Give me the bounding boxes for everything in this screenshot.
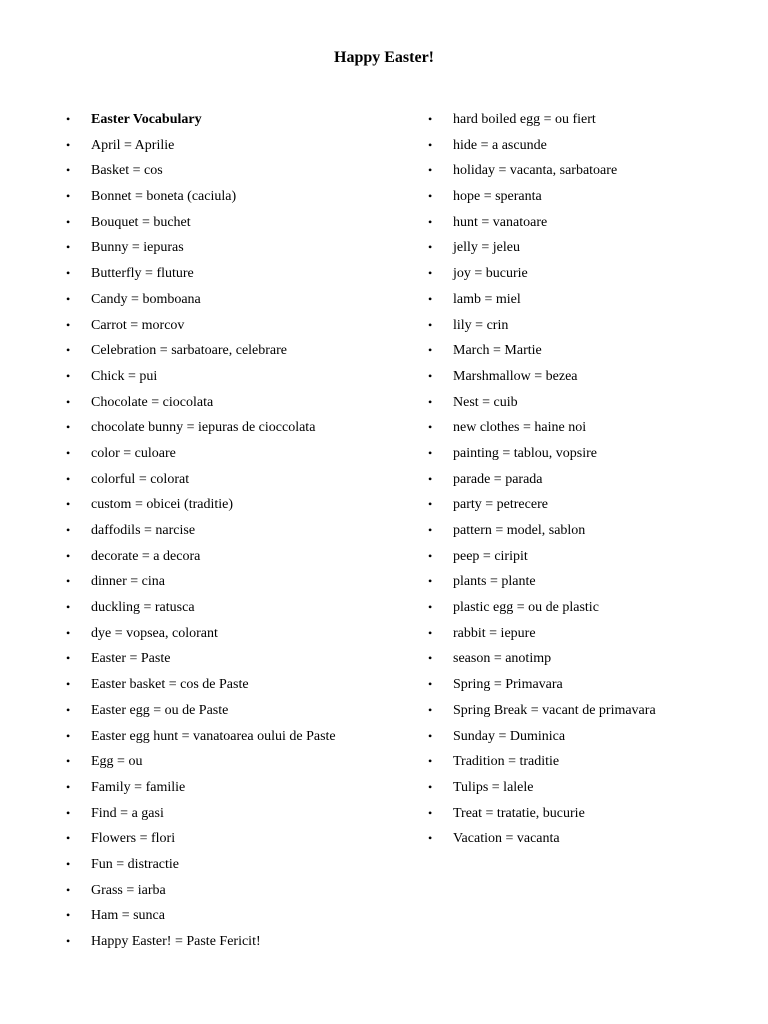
vocabulary-entry-text: plastic egg = ou de plastic [453,600,599,616]
vocabulary-entry-text: holiday = vacanta, sarbatoare [453,163,618,179]
vocabulary-list-item [428,775,758,801]
bullet-icon: • [428,779,433,794]
vocabulary-list-item [428,467,758,493]
vocabulary-entry-text: peep = ciripit [453,548,528,564]
bullet-icon: • [66,137,71,152]
bullet-icon: • [66,548,71,563]
vocabulary-list-item [66,749,406,775]
bullet-icon: • [428,625,433,640]
vocabulary-list-item [428,287,758,313]
bullet-icon: • [428,317,433,332]
vocabulary-list-item [66,133,406,159]
vocabulary-list-item [66,467,406,493]
vocabulary-list-item [66,852,406,878]
vocabulary-entry-text: rabbit = iepure [453,625,536,641]
bullet-icon: • [66,677,71,692]
vocabulary-list-item [66,646,406,672]
vocabulary-entry-text: Flowers = flori [91,831,176,847]
vocabulary-entry-text: March = Martie [453,343,542,359]
bullet-icon: • [428,394,433,409]
page-title: Happy Easter! [334,49,434,66]
bullet-icon: • [66,779,71,794]
bullet-icon: • [66,856,71,871]
vocabulary-entry-text: Grass = iarba [91,882,166,898]
vocabulary-list-item [66,801,406,827]
bullet-icon: • [66,112,71,126]
vocabulary-entry-text: Carrot = morcov [91,317,185,333]
vocabulary-list-item [66,621,406,647]
vocabulary-list-item [66,158,406,184]
bullet-icon: • [428,702,433,717]
bullet-icon: • [428,189,433,204]
vocabulary-entry-text: Celebration = sarbatoare, celebrare [91,343,288,359]
vocabulary-entry-text: dinner = cina [91,574,165,590]
vocabulary-entry-text: April = Aprilie [91,137,175,153]
vocabulary-list-item [428,390,758,416]
vocabulary-list-item [428,801,758,827]
vocabulary-entry-text: jelly = jeleu [453,240,520,256]
vocabulary-list-item [66,492,406,518]
vocabulary-entry-text: Easter egg = ou de Paste [91,702,229,718]
bullet-icon: • [428,214,433,229]
vocabulary-entry-text: season = anotimp [453,651,552,667]
vocabulary-entry-text: Easter basket = cos de Paste [91,677,249,693]
vocabulary-list-item [428,133,758,159]
bullet-icon: • [66,831,71,846]
bullet-icon: • [428,368,433,383]
bullet-icon: • [428,677,433,692]
vocabulary-entry-text: Easter egg hunt = vanatoarea oului de Paste [91,728,336,744]
vocabulary-list-item [428,492,758,518]
vocabulary-entry-text: Chick = pui [91,368,158,384]
vocabulary-list-item [66,544,406,570]
bullet-icon: • [66,497,71,512]
bullet-icon: • [66,420,71,435]
bullet-icon: • [66,368,71,383]
vocabulary-list-item [428,749,758,775]
vocabulary-entry-text: hide = a ascunde [453,137,547,153]
vocabulary-entry-text: daffodils = narcise [91,523,196,538]
vocabulary-list-item [428,724,758,750]
vocabulary-entry-text: dye = vopsea, colorant [91,625,218,641]
vocabulary-entry-text: Happy Easter! = Paste Fericit! [91,934,261,949]
bullet-icon: • [428,137,433,152]
bullet-icon: • [66,214,71,229]
bullet-icon: • [428,805,433,820]
bullet-icon: • [66,523,71,537]
vocabulary-entry-text: Bouquet = buchet [91,214,191,230]
bullet-icon: • [66,394,71,409]
vocabulary-list-item [66,415,406,441]
vocabulary-entry-text: Spring Break = vacant de primavara [453,702,656,718]
bullet-icon: • [428,343,433,358]
bullet-icon: • [428,831,433,846]
bullet-icon: • [428,240,433,255]
vocabulary-list-item [66,261,406,287]
bullet-icon: • [428,651,433,666]
vocabulary-list-item [66,878,406,904]
vocabulary-list-item [66,724,406,750]
vocabulary-entry-text: Vacation = vacanta [453,831,560,847]
vocabulary-list-item [66,775,406,801]
bullet-icon: • [66,934,71,948]
vocabulary-entry-text: Candy = bomboana [91,291,201,307]
vocabulary-entry-text: pattern = model, sablon [453,523,586,538]
vocabulary-list-item [66,338,406,364]
vocabulary-list-item [428,235,758,261]
vocabulary-entry-text: Ham = sunca [91,908,165,924]
vocabulary-list-item [428,621,758,647]
vocabulary-entry-text: Treat = tratatie, bucurie [453,805,585,821]
vocabulary-list-item [66,184,406,210]
bullet-icon: • [428,754,433,769]
vocabulary-list-item [66,698,406,724]
vocabulary-entry-text: colorful = colorat [91,471,190,487]
vocabulary-list-item [66,441,406,467]
bullet-icon: • [66,805,71,820]
vocabulary-list-item [428,210,758,236]
vocabulary-entry-text: chocolate bunny = iepuras de cioccolata [91,420,316,436]
vocabulary-list-item [428,338,758,364]
vocabulary-entry-text: party = petrecere [453,497,548,513]
vocabulary-list-item [66,287,406,313]
bullet-icon: • [66,189,71,204]
vocabulary-list-item [428,698,758,724]
bullet-icon: • [428,497,433,512]
bullet-icon: • [66,471,71,486]
bullet-icon: • [428,291,433,306]
bullet-icon: • [428,574,433,589]
vocabulary-list-item [428,672,758,698]
bullet-icon: • [66,754,71,769]
vocabulary-list-item [66,595,406,621]
vocabulary-list-item [66,210,406,236]
vocabulary-entry-text: Tulips = lalele [453,779,534,795]
vocabulary-list-item [428,595,758,621]
vocabulary-list-item [428,826,758,852]
bullet-icon: • [428,266,433,281]
vocabulary-entry-text: Easter = Paste [91,651,171,667]
bullet-icon: • [428,523,433,537]
vocabulary-entry-text: custom = obicei (traditie) [91,497,234,513]
vocabulary-list-item [428,441,758,467]
vocabulary-list-item [428,184,758,210]
vocabulary-list-item [428,544,758,570]
bullet-icon: • [66,574,71,589]
vocabulary-entry-text: plants = plante [453,574,536,590]
bullet-icon: • [66,625,71,640]
bullet-icon: • [66,908,71,923]
vocabulary-list-item [66,390,406,416]
vocabulary-entry-text: Chocolate = ciocolata [91,394,214,410]
bullet-icon: • [428,728,433,743]
vocabulary-list-item [428,415,758,441]
vocabulary-entry-text: joy = bucurie [453,266,528,282]
bullet-icon: • [66,317,71,332]
vocabulary-entry-text: duckling = ratusca [91,600,195,616]
vocabulary-entry-text: Nest = cuib [453,394,518,410]
vocabulary-entry-text: Egg = ou [91,754,143,770]
vocabulary-entry-text: Easter Vocabulary [91,112,202,127]
bullet-icon: • [66,600,71,615]
bullet-icon: • [428,445,433,460]
vocabulary-list-item [428,646,758,672]
bullet-icon: • [66,651,71,666]
bullet-icon: • [66,240,71,255]
vocabulary-list-item [66,672,406,698]
bullet-icon: • [66,266,71,281]
vocabulary-list-item [66,518,406,544]
vocabulary-list-item [428,569,758,595]
vocabulary-list-item [66,903,406,929]
right-vocabulary-column [428,107,758,852]
vocabulary-entry-text: Marshmallow = bezea [453,368,578,384]
vocabulary-entry-text: Family = familie [91,779,186,795]
vocabulary-list-item [428,261,758,287]
vocabulary-entry-text: Bunny = iepuras [91,240,184,256]
vocabulary-entry-text: Fun = distractie [91,856,179,872]
bullet-icon: • [428,471,433,486]
vocabulary-entry-text: parade = parada [453,471,543,487]
vocabulary-list-item [66,313,406,339]
vocabulary-entry-text: color = culoare [91,445,176,461]
bullet-icon: • [428,420,433,435]
vocabulary-entry-text: Basket = cos [91,163,163,179]
bullet-icon: • [428,600,433,615]
vocabulary-list-item [66,364,406,390]
bullet-icon: • [428,548,433,563]
bullet-icon: • [66,702,71,717]
bullet-icon: • [66,445,71,460]
bullet-icon: • [428,163,433,178]
vocabulary-entry-text: hope = speranta [453,189,542,205]
vocabulary-list-item [66,235,406,261]
vocabulary-list-item [66,107,406,133]
vocabulary-list-item [428,158,758,184]
vocabulary-list-item [428,518,758,544]
vocabulary-list-item [66,929,406,955]
bullet-icon: • [66,163,71,178]
bullet-icon: • [428,112,433,126]
vocabulary-entry-text: Spring = Primavara [453,677,563,693]
vocabulary-list-item [66,569,406,595]
vocabulary-entry-text: Bonnet = boneta (caciula) [91,189,237,205]
vocabulary-entry-text: hunt = vanatoare [453,214,548,230]
bullet-icon: • [66,291,71,306]
bullet-icon: • [66,343,71,358]
vocabulary-list-item [428,107,758,133]
vocabulary-entry-text: Find = a gasi [91,805,164,821]
vocabulary-entry-text: Butterfly = fluture [91,266,194,282]
bullet-icon: • [66,882,71,897]
vocabulary-entry-text: hard boiled egg = ou fiert [453,112,596,127]
vocabulary-list-item [66,826,406,852]
bullet-icon: • [66,728,71,743]
vocabulary-entry-text: lamb = miel [453,291,521,307]
vocabulary-entry-text: new clothes = haine noi [453,420,587,436]
left-vocabulary-column [66,107,406,955]
vocabulary-list-item [428,313,758,339]
vocabulary-entry-text: decorate = a decora [91,548,201,564]
vocabulary-entry-text: lily = crin [453,317,509,333]
vocabulary-entry-text: Tradition = traditie [453,754,560,770]
vocabulary-list-item [428,364,758,390]
vocabulary-entry-text: painting = tablou, vopsire [453,445,597,461]
vocabulary-entry-text: Sunday = Duminica [453,728,566,744]
